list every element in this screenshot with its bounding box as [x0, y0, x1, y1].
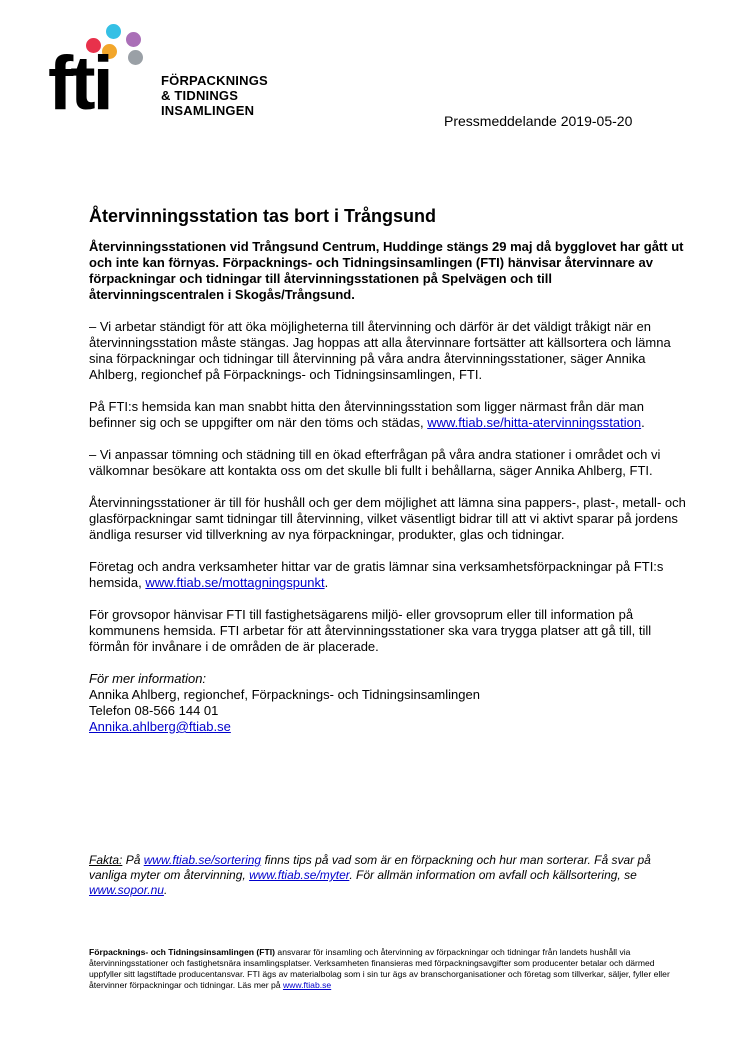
paragraph-purpose: Återvinningsstationer är till för hushåll och ger dem möjlighet att lämna sina pappers-, plast-, metall- och glasförpackningar samt tidningar till återvinning, vilket väsentligt bidrar till att vi aktivt sparar på jordens ändliga resurser vid tillverkning av nya förpackningar, produkter, glas och tidningar.: [89, 495, 686, 542]
fakta-text-2: finns tips på vad som är en förpackning och hur man sorterar. Få svar på vanliga myter om återvinning,: [89, 853, 651, 882]
paragraph-quote-2: – Vi anpassar tömning och städning till en ökad efterfrågan på våra andra stationer i området och vi välkomnar besökare att kontakta oss om det skulle bli fullt i behållarna, säger Annika Ahlberg, FTI.: [89, 447, 661, 478]
paragraph-business: [89, 559, 689, 591]
paragraph-quote-1: – Vi arbetar ständigt för att öka möjligheterna till återvinning och därför är det väldigt tråkigt när en återvinningsstation måste stängas. Jag hoppas att alla återvinnare fortsätter att källsortera och lämna sina förpackningar och tidningar till återvinning på våra andra återvinningsstationer, säger Annika Ahlberg, regionchef på Förpacknings- och Tidningsinsamlingen, FTI.: [89, 319, 671, 382]
article-title: Återvinningsstation tas bort i Trångsund: [89, 206, 437, 226]
logo-text: [161, 73, 268, 118]
link-myter[interactable]: www.ftiab.se/myter: [249, 868, 350, 882]
link-sortering[interactable]: www.ftiab.se/sortering: [143, 853, 262, 867]
contact-email-link[interactable]: Annika.ahlberg@ftiab.se: [89, 719, 231, 734]
paragraph-business-text: Företag och andra verksamheter hittar var de gratis lämnar sina verksamhetsförpackningar på FTI:s hemsida,: [89, 559, 664, 590]
lead-paragraph: Återvinningsstationen vid Trångsund Centrum, Huddinge stängs 29 maj då bygglovet har gått ut och inte kan förnyas. Förpacknings- och Tidningsinsamlingen (FTI) hänvisar återvinnare av förpackningar och tidningar till återvinningsstationen på Spelvägen och till återvinningscentralen i Skogås/Trångsund.: [89, 239, 684, 302]
paragraph-business-end: .: [324, 575, 329, 590]
link-mottagningspunkt[interactable]: www.ftiab.se/mottagningspunkt: [145, 575, 325, 590]
fti-logo: [48, 20, 288, 126]
footer-about: [89, 947, 689, 991]
fakta-text-1: På: [122, 853, 144, 867]
logo-line-1: FÖRPACKNINGS: [161, 73, 268, 88]
contact-block: [89, 671, 689, 735]
footer-text: ansvarar för insamling och återvinning av förpackningar och tidningar från landets hushåll via återvinningsstationer och fastighetsnära insamlingsplatser. Verksamheten finansieras med förpackningsavgifter som producenter betalar och därmed uppfyller sitt lagstiftade producentansvar. FTI ägs av materialbolag som i sin tur ägs av branschorganisationer och företag som tillverkar, säljer, fyller eller återvinner förpackningar och tidningar. Läs mer på: [89, 947, 670, 990]
link-ftiab[interactable]: www.ftiab.se: [282, 980, 332, 990]
logo-dot-cyan: [106, 24, 121, 39]
fakta-text-4: .: [163, 883, 168, 897]
paragraph-website-end: .: [641, 415, 645, 430]
contact-heading: För mer information:: [89, 671, 207, 686]
logo-wordmark: fti: [48, 41, 111, 126]
link-hitta-atervinningsstation[interactable]: www.ftiab.se/hitta-atervinningsstation: [427, 415, 642, 430]
press-release-date: Pressmeddelande 2019-05-20: [444, 113, 633, 129]
logo-line-3: INSAMLINGEN: [161, 103, 255, 118]
fakta-label: Fakta:: [89, 853, 123, 867]
footer-org-name: Förpacknings- och Tidningsinsamlingen (FTI): [89, 947, 276, 957]
contact-name: Annika Ahlberg, regionchef, Förpacknings- och Tidningsinsamlingen: [89, 687, 480, 702]
paragraph-website: [89, 399, 689, 431]
paragraph-bulky-waste: För grovsopor hänvisar FTI till fastighetsägarens miljö- eller grovsoprum eller till information på kommunens hemsida. FTI arbetar för att återvinningsstationer ska vara trygga platser att gå till, till förmån för invånare i de områden de är placerade.: [89, 607, 652, 654]
fakta-box: [89, 853, 689, 898]
article-body: [89, 205, 689, 735]
paragraph-website-text: På FTI:s hemsida kan man snabbt hitta den återvinningsstation som ligger närmast från där man befinner sig och se uppgifter om när den töms och städas,: [89, 399, 644, 430]
fakta-text-3: . För allmän information om avfall och källsortering, se: [349, 868, 637, 882]
logo-dot-purple: [126, 32, 141, 47]
link-sopor[interactable]: www.sopor.nu: [89, 883, 164, 897]
logo-dot-grey: [128, 50, 143, 65]
contact-phone: Telefon 08-566 144 01: [89, 703, 219, 718]
logo-line-2: & TIDNINGS: [161, 88, 239, 103]
